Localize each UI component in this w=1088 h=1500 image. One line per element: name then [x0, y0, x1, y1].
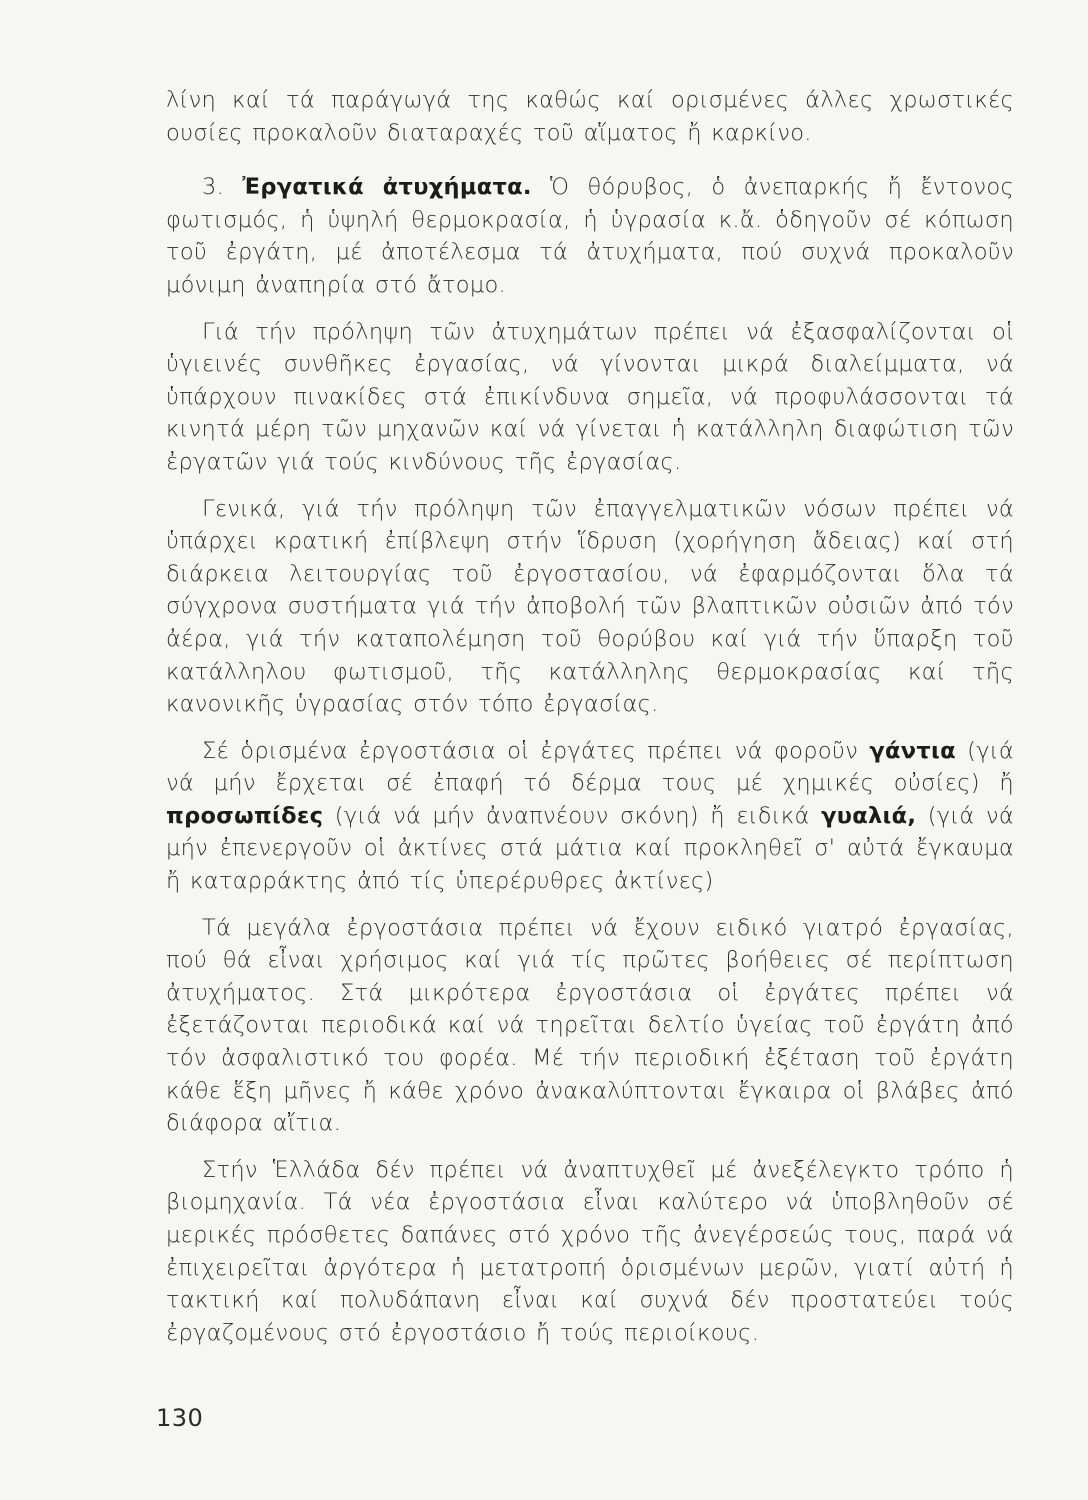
- section-heading: Ἐργατικά ἀτυχήματα.: [242, 174, 532, 201]
- paragraph-occupational-doctor: Τά μεγάλα ἐργοστάσια πρέπει νά ἔχουν ειδικό γιατρό ἐργασίας, πού θά εἶναι χρήσιμος καί γιά τίς πρῶτες βοήθειες σέ περίπτωση ἀτυχήματος. Στά μικρότερα ἐργοστάσια οἱ ἐργάτες πρέπει νά ἐξετάζονται περιοδικά καί νά τηρεῖται δελτίο ὑγείας τοῦ ἐργάτη ἀπό τόν ἀσφαλιστικό του φορέα. Μέ τήν περιοδική ἐξέταση τοῦ ἐργάτη κάθε ἕξη μῆνες ἤ κάθε χρόνο ἀνακαλύπτονται ἔγκαιρα οἱ βλάβες ἀπό διάφορα αἴτια.: [166, 914, 1014, 1137]
- paragraph-greece-industry: Στήν Ἑλλάδα δέν πρέπει νά ἀναπτυχθεῖ μέ ἀνεξέλεγκτο τρόπο ἡ βιομηχανία. Τά νέα ἐργοστάσια εἶναι καλύτερο νά ὑποβληθοῦν σέ μερικές πρόσθετες δαπάνες στό χρόνο τῆς ἀνεγέρσεώς τους, παρά νά ἐπιχειρεῖται ἀργότερα ἡ μετατροπή ὁρισμένων μερῶν, γιατί αὐτή ἡ τακτική καί πολυδάπανη εἶναι καί συχνά δέν προστατεύει τούς ἐργαζομένους στό ἐργοστάσιο ἤ τούς περιοίκους.: [166, 1156, 1014, 1346]
- term-gloves: γάντια: [869, 737, 956, 764]
- paragraph-disease-prevention: Γενικά, γιά τήν πρόληψη τῶν ἐπαγγελματικῶν νόσων πρέπει νά ὑπάρχει κρατική ἐπίβλεψη στήν ἵδρυση (χορήγηση ἄδειας) καί στή διάρκεια λειτουργίας τοῦ ἐργοστασίου, νά ἐφαρμόζονται ὅλα τά σύγχρονα συστήματα γιά τήν ἀποβολή τῶν βλαπτικῶν οὐσιῶν ἀπό τόν ἀέρα, γιά τήν καταπολέμηση τοῦ θορύβου καί γιά τήν ὕπαρξη τοῦ κατάλληλου φωτισμοῦ, τῆς κατάλληλης θερμοκρασίας καί τῆς κανονικῆς ὑγρασίας στόν τόπο ἐργασίας.: [166, 495, 1014, 718]
- term-masks: προσωπίδες: [166, 802, 324, 829]
- paragraph-protective-equipment: Σέ ὁρισμένα ἐργοστάσια οἱ ἐργάτες πρέπει νά φοροῦν γάντια (γιά νά μήν ἔρχεται σέ ἐπαφή τό δέρμα τους μέ χημικές οὐσίες) ἤ προσωπίδες (γιά νά μήν ἀναπνέουν σκόνη) ἤ ειδικά γυαλιά, (γιά νά μήν ἐπενεργοῦν οἱ ἀκτίνες στά μάτια καί προκληθεῖ σ' αὐτά ἔγκαυμα ἤ καταρράκτης ἀπό τίς ὑπερέρυθρες ἀκτίνες): [166, 737, 1014, 895]
- paragraph-section-3: 3. Ἐργατικά ἀτυχήματα. Ὁ θόρυβος, ὁ ἀνεπαρκής ἤ ἔντονος φωτισμός, ἡ ὑψηλή θερμοκρασία, ἡ ὑγρασία κ.ἄ. ὁδηγοῦν σέ κόπωση τοῦ ἐργάτη, μέ ἀποτέλεσμα τά ἀτυχήματα, πού συχνά προκαλοῦν μόνιμη ἀναπηρία στό ἄτομο.: [166, 174, 1014, 298]
- body-text: [166, 84, 1014, 1349]
- paragraph-continuation: λίνη καί τά παράγωγά της καθώς καί ορισμένες άλλες χρωστικές ουσίες προκαλοῦν διαταραχές τοῦ αἵματος ἤ καρκίνο.: [166, 87, 1014, 146]
- page-number: 130: [156, 1404, 204, 1432]
- paragraph-accident-prevention: Γιά τήν πρόληψη τῶν ἀτυχημάτων πρέπει νά ἐξασφαλίζονται οἱ ὑγιεινές συνθῆκες ἐργασίας, νά γίνονται μικρά διαλείμματα, νά ὑπάρχουν πινακίδες στά ἐπικίνδυνα σημεῖα, νά προφυλάσσονται τά κινητά μέρη τῶν μηχανῶν καί νά γίνεται ἡ κατάλληλη διαφώτιση τῶν ἐργατῶν γιά τούς κινδύνους τῆς ἐργασίας.: [166, 318, 1014, 475]
- section-number: 3.: [202, 174, 243, 201]
- term-goggles: γυαλιά,: [821, 802, 917, 829]
